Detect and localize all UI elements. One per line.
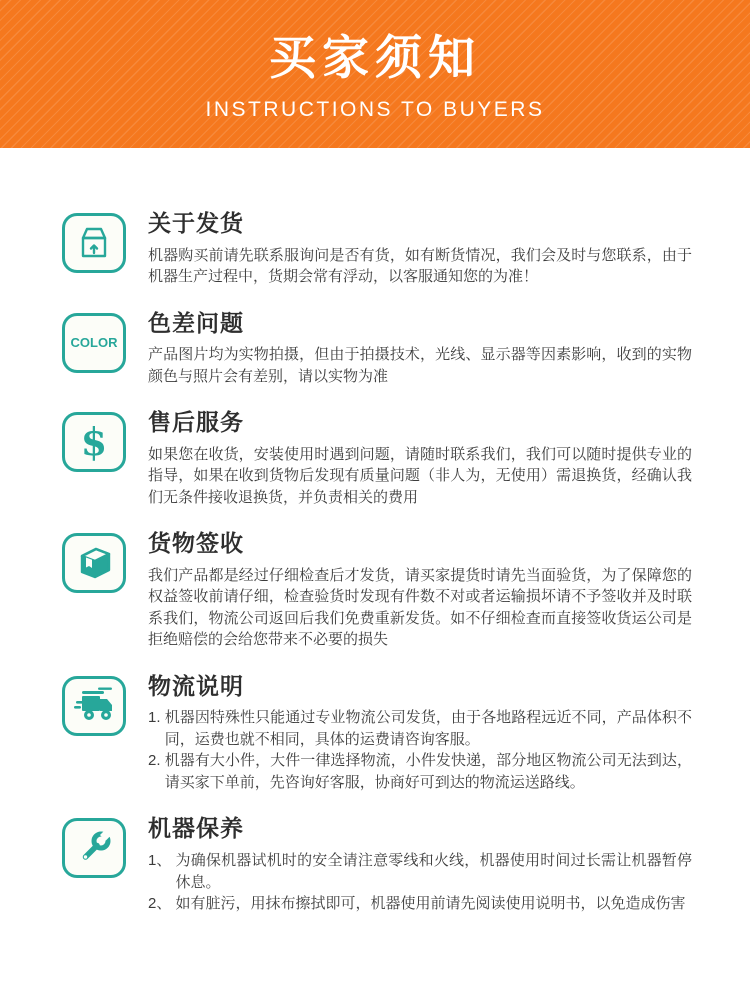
- list-item: 2. 机器有大小件，大件一律选择物流，小件发快递，部分地区物流公司无法到达，请买家下单前，先咨询好客服，协商好可到达的物流运送路线。: [148, 752, 692, 791]
- section-title: 机器保养: [148, 815, 244, 842]
- section-body: 我们产品都是经过仔细检查后才发货，请买家提货时请先当面验货，为了保障您的权益签收前请仔细，检查验货时发现有件数不对或者运输损坏请不予签收并及时联系我们，物流公司返回后我们免费重新发货。如不仔细检查而直接签收货运公司是拒绝赔偿的会给您带来不必要的损失: [148, 566, 692, 649]
- list-item: 2、 如有脏污，用抹布擦拭即可，机器使用前请先阅读使用说明书，以免造成伤害: [148, 895, 686, 913]
- section-title: 物流说明: [148, 672, 244, 699]
- section-title: 货物签收: [148, 530, 244, 557]
- section-list: [148, 850, 692, 915]
- section-title: 色差问题: [148, 309, 244, 336]
- section-shipping: [62, 210, 692, 288]
- dollar-icon: [62, 412, 126, 472]
- color-swatch-icon: [62, 313, 126, 373]
- page-header: [0, 0, 750, 148]
- section-title: 售后服务: [148, 409, 244, 436]
- section-logistics: [62, 673, 692, 794]
- color-icon-label: COLOR: [70, 335, 118, 351]
- section-title: 关于发货: [148, 210, 244, 236]
- list-item: 1. 机器因特殊性只能通过专业物流公司发货，由于各地路程远近不同，产品体积不同，运费也就不相同，具体的运费请咨询客服。: [148, 709, 692, 748]
- wrench-icon: [62, 818, 126, 878]
- section-goods-receipt: [62, 530, 692, 651]
- page-subtitle: INSTRUCTIONS TO BUYERS: [205, 97, 545, 121]
- section-maintenance: [62, 815, 692, 914]
- package-icon: [62, 213, 126, 273]
- section-after-sales: [62, 409, 692, 508]
- section-body: 机器购买前请先联系服询问是否有货，如有断货情况，我们会及时与您联系，由于机器生产过程中，货期会常有浮动，以客服通知您的为准！: [148, 246, 692, 286]
- section-body: 产品图片均为实物拍摄，但由于拍摄技术，光线、显示器等因素影响，收到的实物颜色与照片会有差别，请以实物为准: [148, 346, 692, 385]
- list-item: 1、 为确保机器试机时的安全请注意零线和火线，机器使用时间过长需让机器暂停休息。: [148, 852, 692, 891]
- notice-sections: [0, 148, 750, 915]
- dollar-glyph: $: [80, 419, 108, 465]
- page-title: 买家须知: [269, 31, 481, 85]
- section-body: 如果您在收货，安装使用时遇到问题，请随时联系我们，我们可以随时提供专业的指导，如果在收到货物后发现有质量问题（非人为，无使用）需退换货，经确认我们无条件接收退换货，并负责相关的费用: [148, 445, 692, 506]
- cube-icon: [62, 533, 126, 593]
- section-color-difference: [62, 310, 692, 388]
- section-list: [148, 707, 692, 793]
- truck-icon: [62, 676, 126, 736]
